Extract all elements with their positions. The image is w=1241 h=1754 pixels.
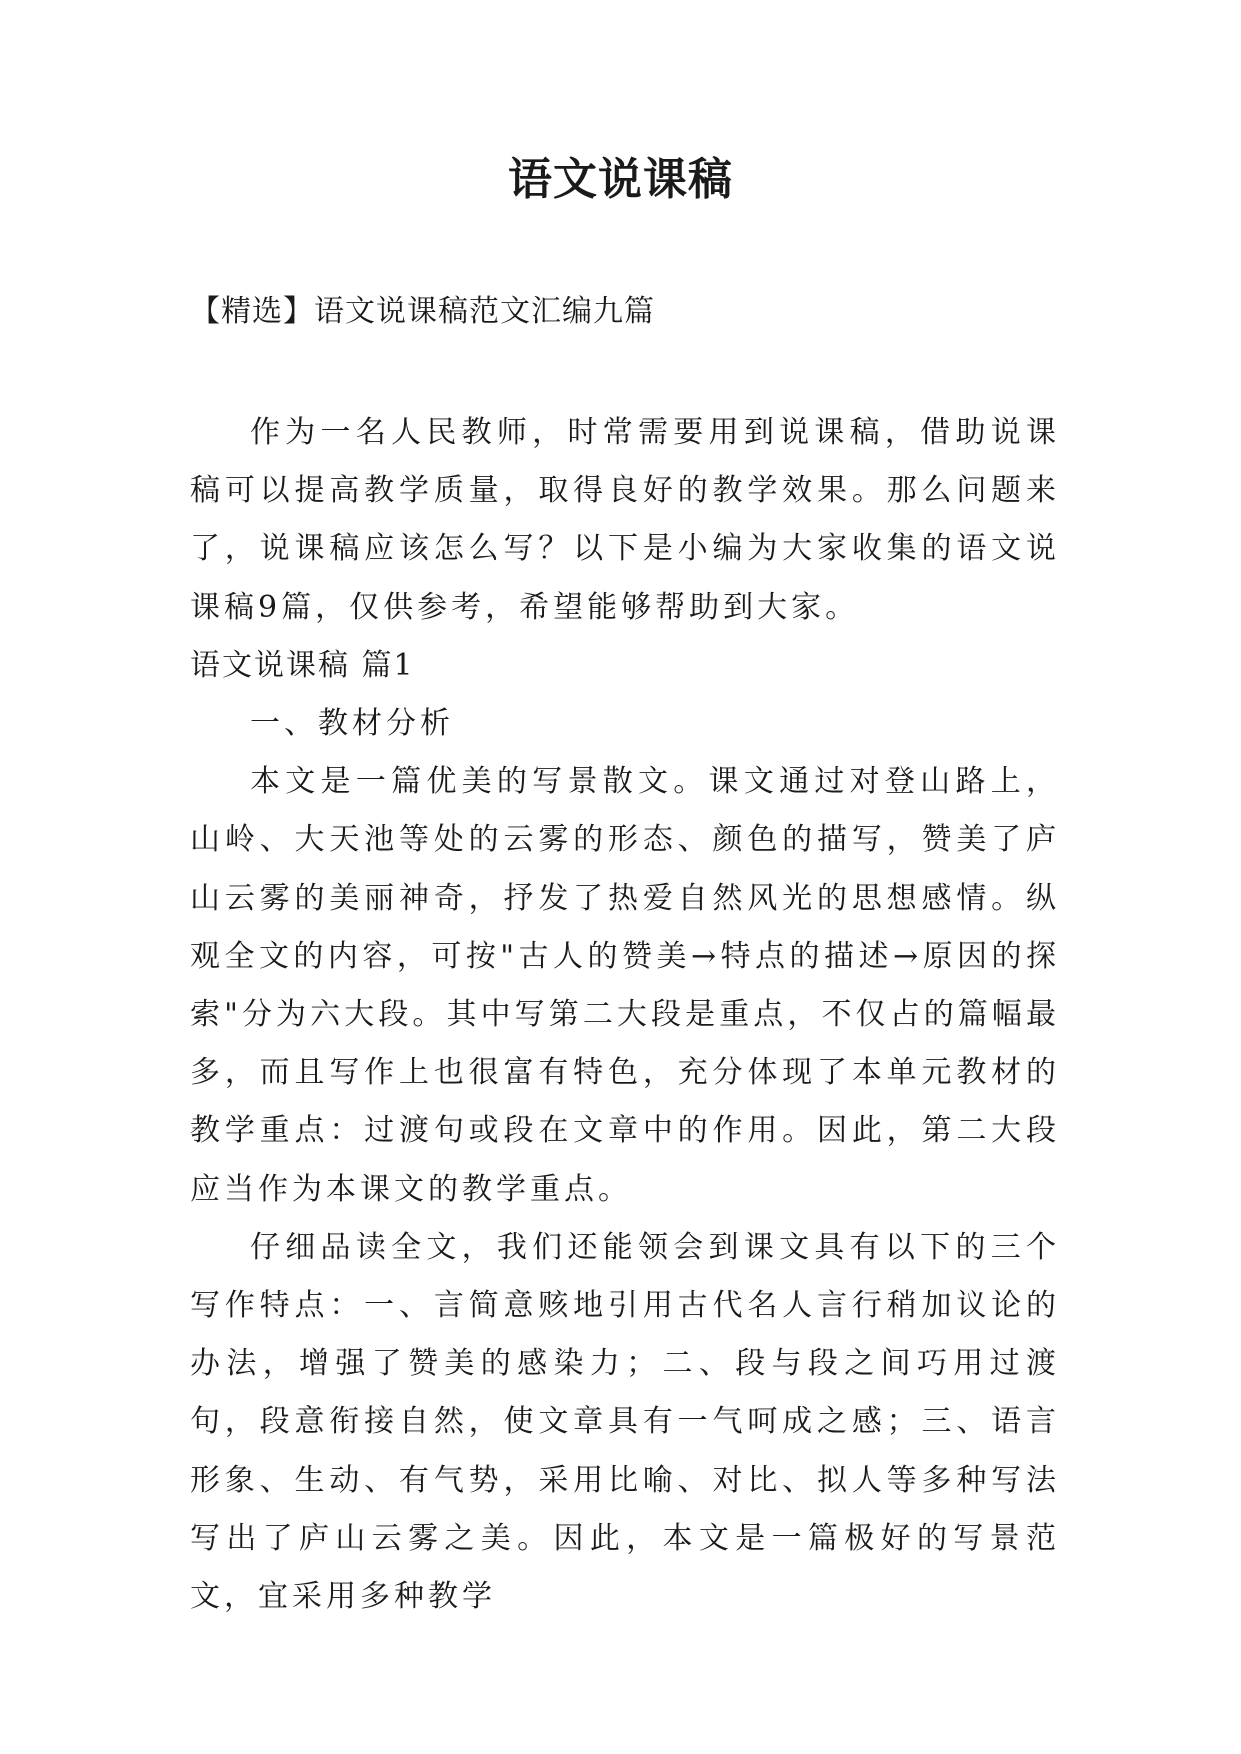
section-heading: 语文说课稿 篇1	[190, 647, 415, 683]
body-paragraph: 仔细品读全文，我们还能领会到课文具有以下的三个写作特点：一、言简意赅地引用古代名人言行稍加议论的办法，增强了赞美的感染力；二、段与段之间巧用过渡句，段意衔接自然，使文章具有一气呵成之感；三、语言形象、生动、有气势，采用比喻、对比、拟人等多种写法写出了庐山云雾之美。因此，本文是一篇极好的写景范文，宜采用多种教学	[190, 1229, 1060, 1615]
document-subtitle: 【精选】语文说课稿范文汇编九篇	[190, 294, 655, 329]
body-paragraph: 本文是一篇优美的写景散文。课文通过对登山路上，山岭、大天池等处的云雾的形态、颜色的描写，赞美了庐山云雾的美丽神奇，抒发了热爱自然风光的思想感情。纵观全文的内容，可按"古人的赞美→特点的描述→原因的探索"分为六大段。其中写第二大段是重点，不仅占的篇幅最多，而且写作上也很富有特色，充分体现了本单元教材的教学重点：过渡句或段在文章中的作用。因此，第二大段应当作为本课文的教学重点。	[190, 764, 1060, 1207]
subsection-heading: 一、教材分析	[250, 706, 454, 742]
document-body	[190, 404, 1060, 1626]
intro-paragraph: 作为一名人民教师，时常需要用到说课稿，借助说课稿可以提高教学质量，取得良好的教学效果。那么问题来了，说课稿应该怎么写？以下是小编为大家收集的语文说课稿9篇，仅供参考，希望能够帮助到大家。	[190, 415, 1060, 625]
page-title: 语文说课稿	[508, 154, 733, 205]
